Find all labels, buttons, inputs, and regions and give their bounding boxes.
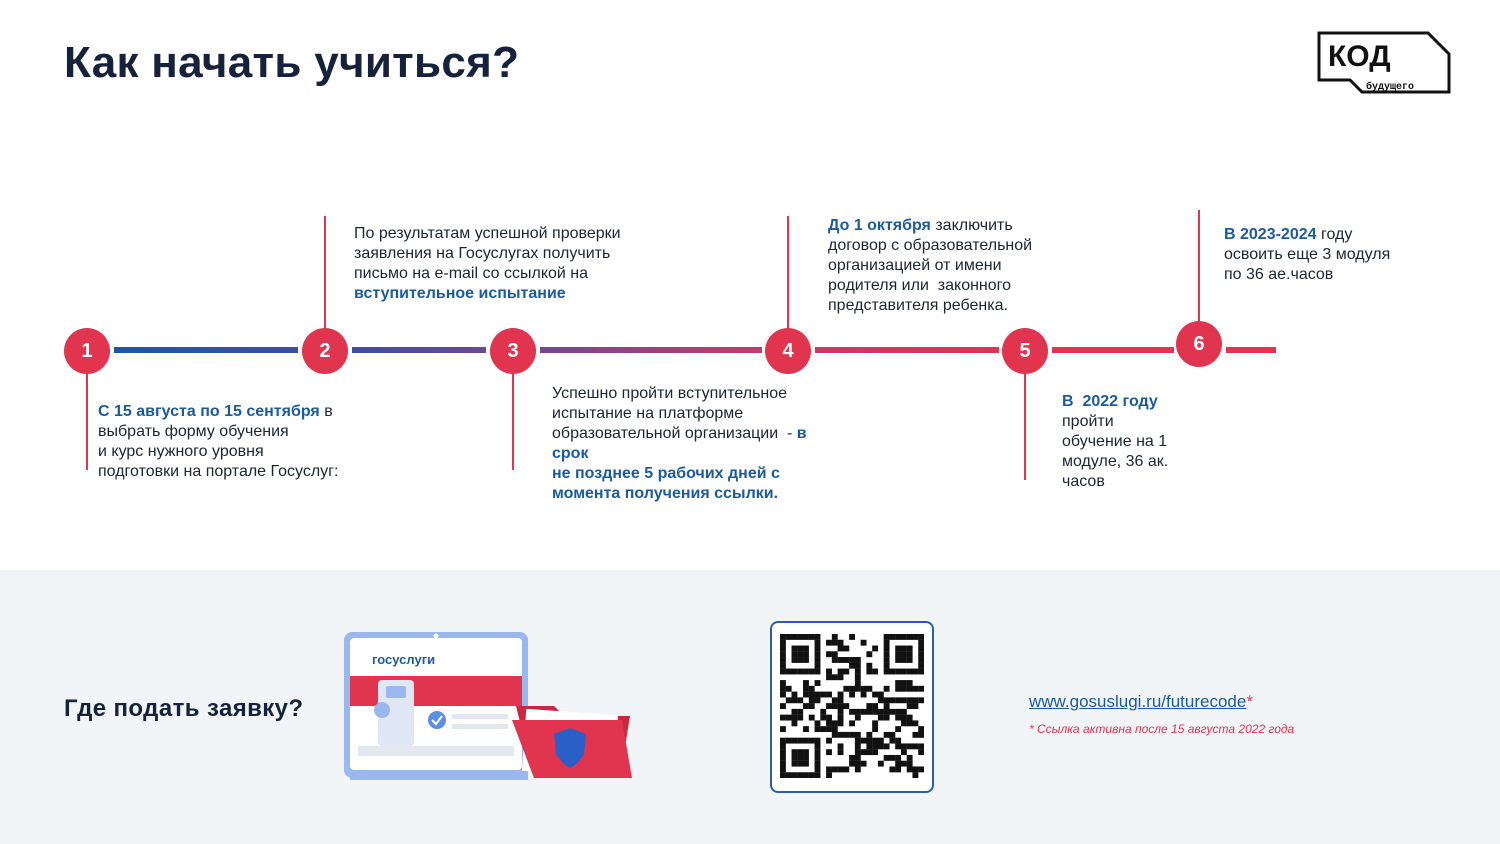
step-4-connector	[787, 216, 789, 332]
qr-code[interactable]	[770, 621, 934, 793]
kod-budushchego-logo	[1316, 30, 1452, 96]
step-3-highlight: в срок	[552, 425, 807, 462]
step-4-line: родителя или законного	[828, 277, 1012, 294]
step-4-text	[828, 216, 1068, 316]
timeline	[0, 150, 1500, 550]
timeline-segment	[352, 347, 486, 353]
step-2-text	[354, 224, 654, 304]
timeline-segment	[540, 347, 762, 353]
apply-title: Где подать заявку?	[64, 695, 304, 722]
step-4-line: договор с образовательной	[828, 237, 1033, 254]
step-2-line: По результатам успешной проверки	[354, 225, 621, 242]
step-1-text	[98, 402, 378, 482]
step-3-text	[552, 384, 822, 504]
gosuslugi-laptop-illustration	[338, 628, 638, 788]
link-note: * Ссылка активна после 15 августа 2022 года	[1029, 722, 1295, 736]
step-1-line: выбрать форму обучения	[98, 423, 289, 440]
step-1-line: и курс нужного уровня	[98, 443, 264, 460]
page-title: Как начать учиться?	[64, 38, 520, 87]
step-2-line: заявления на Госуслугах получить	[354, 245, 611, 262]
link-asterisk: *	[1246, 692, 1253, 711]
step-6-badge: 6	[1176, 321, 1222, 367]
step-5-line: модуле, 36 ак.	[1062, 453, 1169, 470]
step-3-highlight: не позднее 5 рабочих дней с	[552, 465, 780, 482]
step-2-line: письмо на e-mail со ссылкой на	[354, 265, 589, 282]
step-3-line: образовательной организации -	[552, 425, 797, 442]
step-3-highlight: момента получения ссылки.	[552, 485, 779, 502]
step-6-text-after: году	[1316, 226, 1353, 243]
step-6-line: по 36 ае.часов	[1224, 266, 1334, 283]
step-4-line: организацией от имени	[828, 257, 1002, 274]
logo-sub: будущего	[1366, 82, 1415, 93]
logo-main: КОД	[1328, 40, 1391, 73]
step-5-text	[1062, 392, 1202, 492]
step-6-text	[1224, 225, 1444, 285]
step-3-line: испытание на платформе	[552, 405, 744, 422]
step-5-line: пройти	[1062, 413, 1114, 430]
step-1-badge: 1	[64, 328, 110, 374]
step-4-date: До 1 октября	[828, 217, 931, 234]
step-6-date: В 2023-2024	[1224, 226, 1317, 243]
step-3-badge: 3	[490, 328, 536, 374]
step-5-badge: 5	[1002, 328, 1048, 374]
step-3-connector	[512, 360, 514, 470]
timeline-segment	[1052, 347, 1174, 353]
timeline-segment	[114, 347, 298, 353]
step-1-text-after: в	[319, 403, 333, 420]
step-5-connector	[1024, 360, 1026, 480]
step-1-connector	[86, 360, 88, 470]
step-6-connector	[1198, 210, 1200, 326]
timeline-segment	[1226, 347, 1276, 353]
step-2-badge: 2	[302, 328, 348, 374]
step-5-date: В 2022 году	[1062, 393, 1158, 410]
step-4-text-after: заключить	[930, 217, 1013, 234]
qr-code-pattern	[780, 634, 924, 778]
step-4-line: представителя ребенка.	[828, 297, 1008, 314]
step-5-line: часов	[1062, 473, 1105, 490]
step-1-date: С 15 августа по 15 сентября	[98, 403, 320, 420]
step-5-line: обучение на 1	[1062, 433, 1168, 450]
apply-section	[0, 570, 1500, 844]
gosuslugi-link-row	[1029, 692, 1253, 712]
step-2-highlight: вступительное испытание	[354, 285, 566, 302]
step-2-connector	[324, 216, 326, 332]
illustration-gosuslugi-label: госуслуги	[372, 652, 436, 667]
step-6-line: освоить еще 3 модуля	[1224, 246, 1391, 263]
gosuslugi-link[interactable]: www.gosuslugi.ru/futurecode	[1029, 692, 1247, 711]
step-3-line: Успешно пройти вступительное	[552, 385, 788, 402]
step-4-badge: 4	[765, 328, 811, 374]
timeline-segment	[815, 347, 999, 353]
step-1-line: подготовки на портале Госуслуг:	[98, 463, 339, 480]
